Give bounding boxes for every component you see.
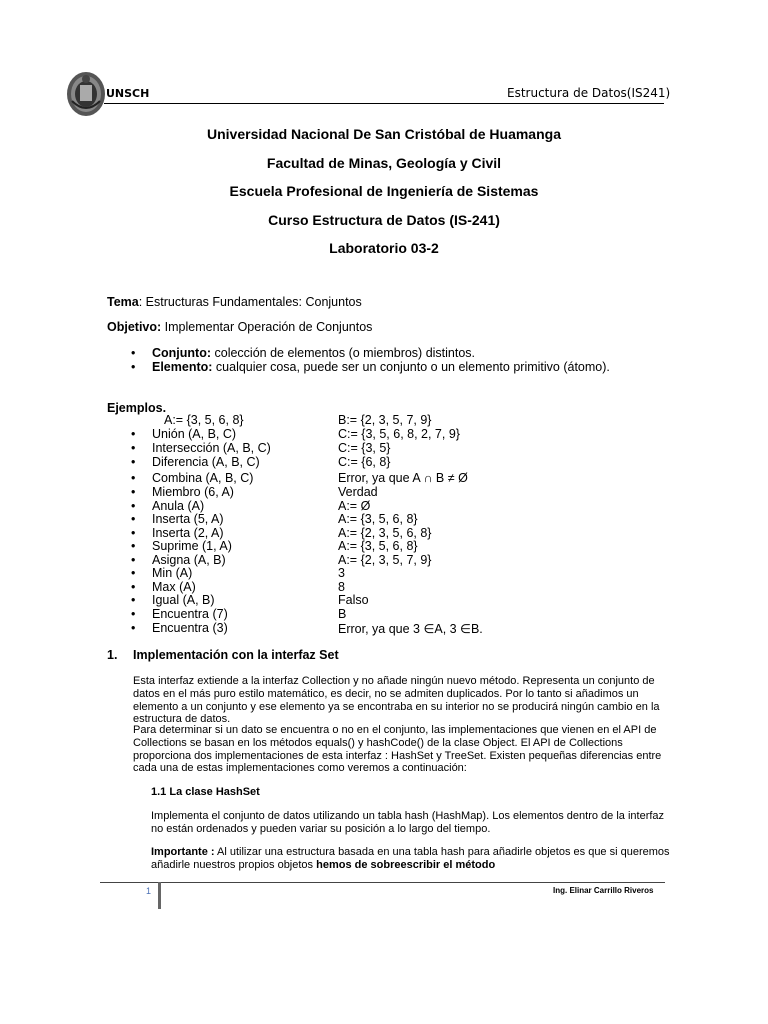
ejemplo-operation: Encuentra (7)	[152, 607, 228, 621]
objetivo-label: Objetivo:	[107, 320, 162, 334]
ejemplo-bullet: •	[131, 427, 136, 441]
footer-page-number: 1	[146, 886, 152, 896]
ejemplo-operation: Encuentra (3)	[152, 621, 228, 635]
ejemplo-result: A:= {3, 5, 6, 8}	[338, 539, 418, 553]
ejemplo-result: C:= {3, 5, 6, 8, 2, 7, 9}	[338, 427, 460, 441]
section1-paragraph-2: Para determinar si un dato se encuentra o no en el conjunto, las implementaciones que vienen en el API de Collections se basan en los métodos equals() y hashCode() de la clase Object. El API de Collections proporciona dos implementaciones de esta interfaz : HashSet y TreeSet. Existen pequeñas diferencias entre cada una de estas implementaciones como veremos a continuación:	[133, 724, 662, 775]
title-course: Curso Estructura de Datos (IS-241)	[268, 212, 500, 228]
ejemplo-bullet: •	[131, 455, 136, 469]
section1-number: 1.	[107, 648, 118, 662]
ejemplo-bullet: •	[131, 485, 136, 499]
ejemplo-operation: Miembro (6, A)	[152, 485, 234, 499]
ejemplo-operation: Suprime (1, A)	[152, 539, 232, 553]
definition-desc: cualquier cosa, puede ser un conjunto o un elemento primitivo (átomo).	[212, 360, 610, 374]
definition-item	[152, 360, 610, 374]
tema-text: : Estructuras Fundamentales: Conjuntos	[138, 295, 362, 309]
ejemplo-bullet: •	[131, 512, 136, 526]
ejemplo-bullet: •	[131, 607, 136, 621]
section11-title: 1.1 La clase HashSet	[151, 786, 260, 798]
ejemplo-operation: Igual (A, B)	[152, 593, 215, 607]
ejemplo-set-a: A:= {3, 5, 6, 8}	[164, 413, 244, 427]
definition-term: Elemento:	[152, 360, 213, 374]
ejemplo-result: C:= {3, 5}	[338, 441, 391, 455]
ejemplo-operation: Anula (A)	[152, 499, 205, 513]
title-lab: Laboratorio 03-2	[329, 240, 439, 256]
ejemplo-bullet: •	[131, 566, 136, 580]
footer-rule	[100, 882, 665, 883]
ejemplo-bullet: •	[131, 441, 136, 455]
ejemplo-bullet: •	[131, 593, 136, 607]
ejemplo-result: A:= {3, 5, 6, 8}	[338, 512, 418, 526]
ejemplo-result: A:= Ø	[338, 499, 371, 513]
ejemplo-operation: Inserta (5, A)	[152, 512, 224, 526]
ejemplo-result: 3	[338, 566, 345, 580]
tema-line	[107, 295, 362, 309]
definition-bullet: •	[131, 346, 136, 360]
ejemplo-result: Verdad	[338, 485, 378, 499]
ejemplo-operation: Max (A)	[152, 580, 196, 594]
ejemplo-result: A:= {2, 3, 5, 7, 9}	[338, 553, 432, 567]
ejemplo-operation: Diferencia (A, B, C)	[152, 455, 260, 469]
ejemplo-bullet: •	[131, 539, 136, 553]
section1-paragraph-1: Esta interfaz extiende a la interfaz Collection y no añade ningún nuevo método. Representa un conjunto de datos en el más puro estilo matemático, es decir, no se admiten duplicados. Por lo tanto si añadimos un elemento a un conjunto y ese elemento ya se encontraba en su interior no se producirá ningún cambio en la estructura de datos.	[133, 675, 660, 726]
ejemplo-operation: Min (A)	[152, 566, 193, 580]
header-right-text: Estructura de Datos(IS241)	[507, 86, 671, 100]
ejemplo-result: A:= {2, 3, 5, 6, 8}	[338, 526, 432, 540]
section1-title: Implementación con la interfaz Set	[133, 648, 339, 662]
importante-text: Al utilizar una estructura basada en una tabla hash para añadirle objetos es que si queremos añadirle nuestros propios objetos	[151, 846, 670, 871]
section11-paragraph: Implementa el conjunto de datos utilizando un tabla hash (HashMap). Los elementos dentro de la interfaz no están ordenados y pueden variar su posición a lo largo del tiempo.	[151, 810, 665, 835]
title-faculty: Facultad de Minas, Geología y Civil	[266, 155, 502, 171]
ejemplo-operation: Intersección (A, B, C)	[152, 441, 271, 455]
importante-bold: hemos de sobreescribir el método	[316, 858, 496, 871]
definition-bullet: •	[131, 360, 136, 374]
ejemplo-bullet: •	[131, 580, 136, 594]
header-left-text: UNSCH	[106, 87, 150, 100]
definition-desc: colección de elementos (o miembros) distintos.	[211, 346, 476, 360]
footer-author: Ing. Elinar Carrillo Riveros	[553, 886, 654, 895]
ejemplo-operation: Combina (A, B, C)	[152, 471, 254, 485]
ejemplo-bullet: •	[131, 553, 136, 567]
ejemplo-bullet: •	[131, 471, 136, 485]
ejemplo-result: 8	[338, 580, 345, 594]
university-seal-logo	[66, 71, 106, 117]
ejemplos-heading: Ejemplos.	[107, 401, 167, 415]
footer-vertical-bar	[158, 882, 161, 909]
definition-item	[152, 346, 475, 360]
definition-term: Conjunto:	[152, 346, 212, 360]
ejemplo-result: C:= {6, 8}	[338, 455, 391, 469]
importante-label: Importante :	[151, 846, 215, 858]
ejemplo-set-b: B:= {2, 3, 5, 7, 9}	[338, 413, 432, 427]
ejemplo-result: B	[338, 607, 347, 621]
ejemplo-operation: Unión (A, B, C)	[152, 427, 237, 441]
ejemplo-operation: Inserta (2, A)	[152, 526, 224, 540]
header-rule	[104, 103, 664, 104]
title-university: Universidad Nacional De San Cristóbal de Huamanga	[207, 126, 561, 142]
ejemplo-result: Falso	[338, 593, 369, 607]
ejemplo-bullet: •	[131, 526, 136, 540]
ejemplo-bullet: •	[131, 621, 136, 635]
ejemplo-operation: Asigna (A, B)	[152, 553, 226, 567]
title-school: Escuela Profesional de Ingeniería de Sistemas	[229, 183, 539, 199]
objetivo-line	[107, 320, 372, 334]
ejemplo-result: Error, ya que 3 ∈A, 3 ∈B.	[338, 622, 483, 636]
tema-label: Tema	[107, 295, 139, 309]
ejemplo-bullet: •	[131, 499, 136, 513]
ejemplo-result: Error, ya que A ∩ B ≠ Ø	[338, 471, 468, 485]
section11-importante	[151, 846, 671, 872]
objetivo-text: Implementar Operación de Conjuntos	[161, 320, 373, 334]
